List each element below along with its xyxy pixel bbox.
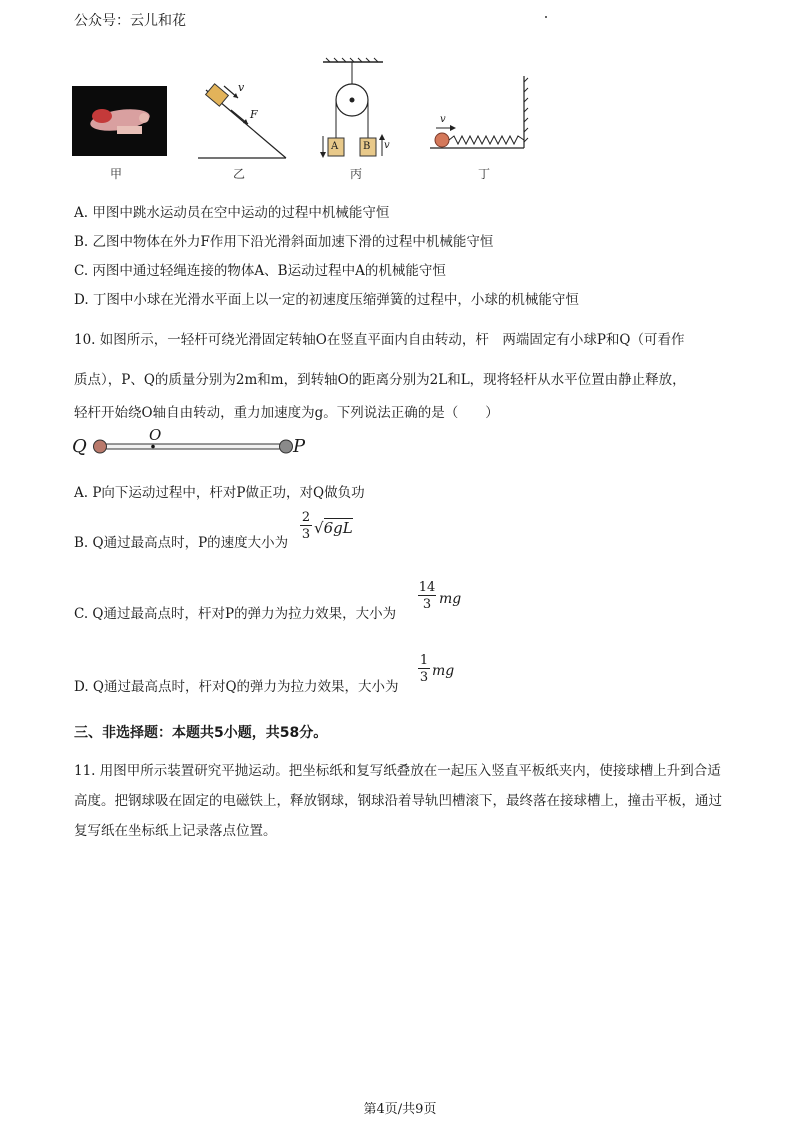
caption-jia: 甲 xyxy=(110,167,123,181)
rod-label-o: O xyxy=(149,426,162,444)
label-ding-v: v xyxy=(440,114,446,125)
label-yi-v: v xyxy=(238,81,245,94)
q10-option-b: B. Q通过最高点时，P的速度大小为 xyxy=(74,535,289,551)
q10-stem-line3: 轻杆开始绕O轴自由转动，重力加速度为g。下列说法正确的是（ ） xyxy=(74,405,499,421)
q10-rod-figure xyxy=(70,428,310,464)
caption-ding: 丁 xyxy=(478,167,491,181)
q10-option-c: C. Q通过最高点时，杆对P的弹力为拉力效果，大小为 xyxy=(74,606,397,622)
figure-bing-pulley xyxy=(318,56,388,160)
q10-option-a: A. P向下运动过程中，杆对P做正功，对Q做负功 xyxy=(74,485,365,501)
b-numerator: 2 xyxy=(301,510,311,525)
rod-label-p: P xyxy=(293,436,306,457)
page-footer: 第4页/共9页 xyxy=(363,1102,437,1117)
label-bing-v: v xyxy=(384,140,390,151)
q10-stem-line2: 质点），P、Q的质量分别为2m和m，到转轴O的距离分别为2L和L，现将轻杆从水平位置由静止释放， xyxy=(74,372,686,388)
c-denominator: 3 xyxy=(422,597,432,612)
caption-bing: 丙 xyxy=(350,167,363,181)
d-denominator: 3 xyxy=(419,670,429,685)
q9-option-a: A. 甲图中跳水运动员在空中运动的过程中机械能守恒 xyxy=(74,205,390,221)
q10-stem-line1: 10. 如图所示，一轻杆可绕光滑固定转轴O在竖直平面内自由转动，杆 两端固定有小球P和Q（可看作 xyxy=(74,332,685,348)
sqrt-icon: √ xyxy=(314,519,324,537)
figure-yi-incline xyxy=(196,80,288,162)
header-account: 公众号：云儿和花 xyxy=(74,13,186,29)
label-yi-f: F xyxy=(250,108,258,121)
q9-option-b: B. 乙图中物体在外力F作用下沿光滑斜面加速下滑的过程中机械能守恒 xyxy=(74,234,494,250)
q9-option-c: C. 丙图中通过轻绳连接的物体A、B运动过程中A的机械能守恒 xyxy=(74,263,446,279)
page-dot xyxy=(545,16,547,18)
figure-ding-spring xyxy=(428,74,530,156)
c-numerator: 14 xyxy=(418,580,436,595)
section-3-heading: 三、非选择题：本题共5小题，共58分。 xyxy=(74,725,328,741)
q10-option-d-fraction xyxy=(418,653,430,686)
b-radicand: 6gL xyxy=(323,519,353,537)
d-unit: mg xyxy=(432,663,455,679)
q11-stem: 11. 用图甲所示装置研究平抛运动。把坐标纸和复写纸叠放在一起压入竖直平板纸夹内，使接球槽上升到合适高度。把钢球吸在固定的电磁铁上，释放钢球，钢球沿着导轨凹槽滚下，最终落在接球槽上，撞击平板，通过复写纸在坐标纸上记录落点位置。 xyxy=(74,763,722,839)
label-bing-b: B xyxy=(363,141,371,152)
q9-option-d: D. 丁图中小球在光滑水平面上以一定的初速度压缩弹簧的过程中，小球的机械能守恒 xyxy=(74,292,579,308)
q10-option-d: D. Q通过最高点时，杆对Q的弹力为拉力效果，大小为 xyxy=(74,679,399,695)
d-numerator: 1 xyxy=(419,653,429,668)
label-bing-a: A xyxy=(331,141,339,152)
q10-option-b-fraction xyxy=(300,510,312,543)
caption-yi: 乙 xyxy=(233,167,246,181)
q10-option-c-fraction xyxy=(418,580,436,613)
b-denominator: 3 xyxy=(301,527,311,542)
figure-jia-photo xyxy=(72,86,167,156)
q10-option-b-radical xyxy=(314,519,353,537)
rod-label-q: Q xyxy=(72,436,87,457)
c-unit: mg xyxy=(439,591,462,607)
